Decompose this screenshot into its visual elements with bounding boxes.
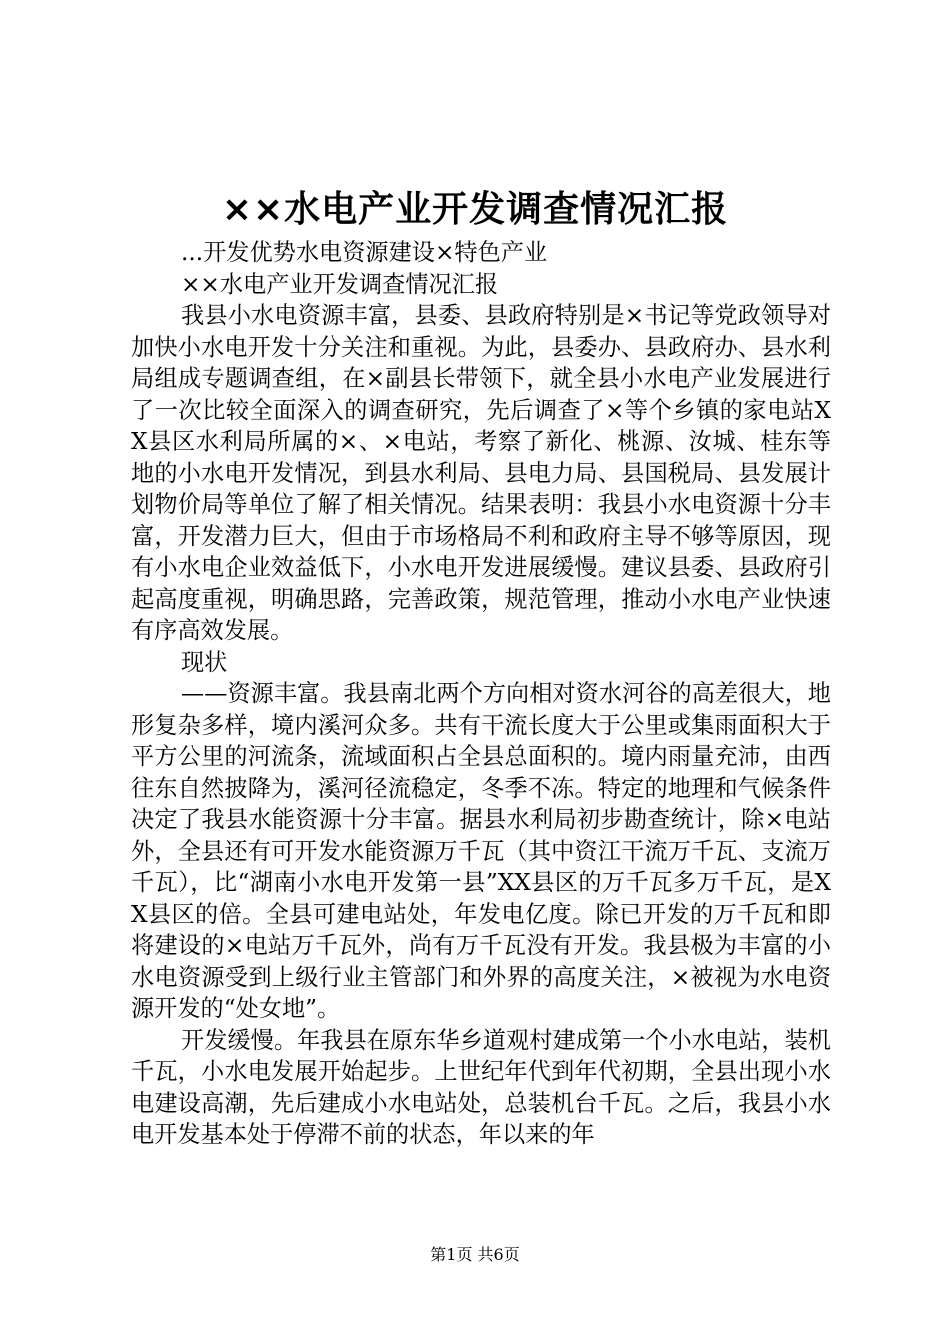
paragraph-resources: ——资源丰富。我县南北两个方向相对资水河谷的高差很大，地形复杂多样，境内溪河众多。共有干流长度大于公里或集雨面积大于平方公里的河流条，流域面积占全县总面积的。境内雨量充沛，由西往东自然披降为，溪河径流稳定，冬季不冻。特定的地理和气候条件决定了我县水能资源十分丰富。据县水利局初步勘查统计，除×电站外，全县还有可开发水能资源万千瓦（其中资江干流万千瓦、支流万千瓦），比“湖南小水电开发第一县”XX县区的万千瓦多万千瓦，是XX县区的倍。全县可建电站处，年发电亿度。除已开发的万千瓦和即将建设的×电站万千瓦外，尚有万千瓦没有开发。我县极为丰富的小水电资源受到上级行业主管部门和外界的高度关注，×被视为水电资源开发的“处女地”。 — [131, 680, 831, 1022]
report-heading: ××水电产业开发调查情况汇报 — [181, 270, 499, 298]
section-heading-status: 现状 — [181, 648, 228, 676]
paragraph-intro: 我县小水电资源丰富，县委、县政府特别是×书记等党政领导对加快小水电开发十分关注和重视。为此，县委办、县政府办、县水利局组成专题调查组，在×副县长带领下，就全县小水电产业发展进行了一次比较全面深入的调查研究，先后调查了×等个乡镇的家电站XX县区水利局所属的×、×电站，考察了新化、桃源、汝城、桂东等地的小水电开发情况，到县水利局、县电力局、县国税局、县发展计划物价局等单位了解了相关情况。结果表明：我县小水电资源十分丰富，开发潜力巨大，但由于市场格局不利和政府主导不够等原因，现有小水电企业效益低下，小水电开发进展缓慢。建议县委、县政府引起高度重视，明确思路，完善政策，规范管理，推动小水电产业快速有序高效发展。 — [131, 302, 831, 644]
document-body — [131, 237, 831, 1151]
subtitle-line: ...开发优势水电资源建设×特色产业 — [181, 239, 548, 266]
document-title: ××水电产业开发调查情况汇报 — [221, 189, 729, 230]
paragraph-slow-development: 开发缓慢。年我县在原东华乡道观村建成第一个小水电站，装机千瓦，小水电发展开始起步。上世纪年代到年代初期，全县出现小水电建设高潮，先后建成小水电站处，总装机台千瓦。之后，我县小水电开发基本处于停滞不前的状态，年以来的年 — [131, 1026, 831, 1148]
page-footer: 第1页 共6页 — [430, 1245, 520, 1264]
